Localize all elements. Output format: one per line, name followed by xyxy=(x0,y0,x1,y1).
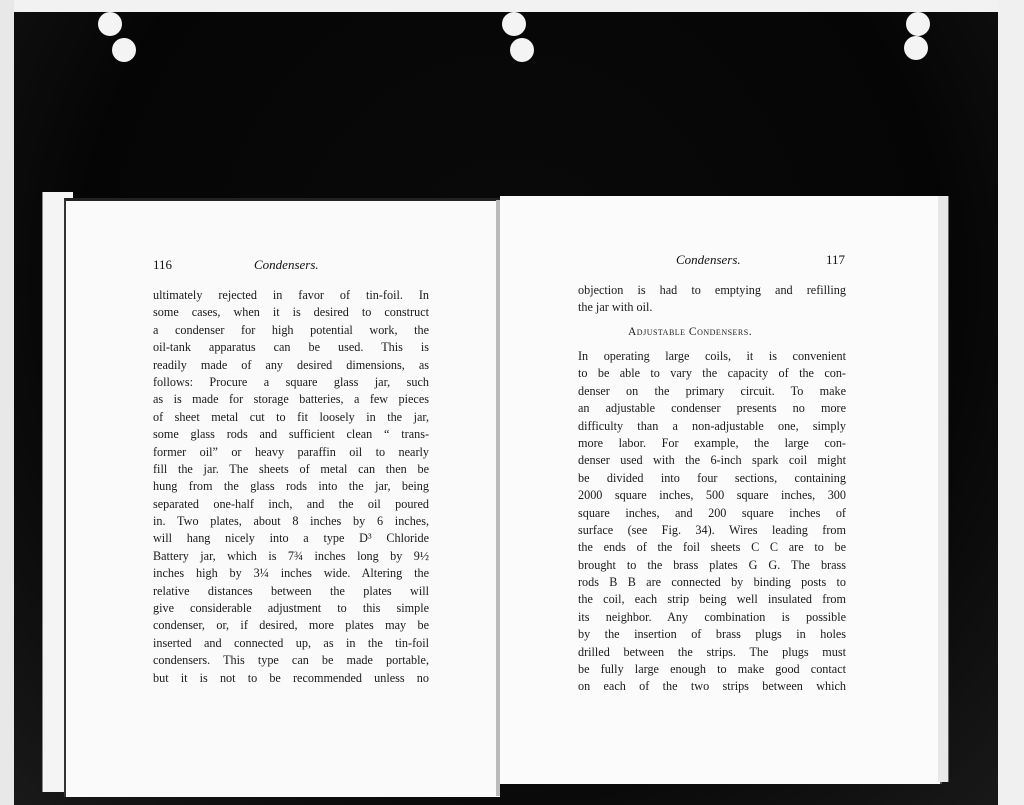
running-title: Condensers. xyxy=(254,257,319,272)
right-page-text-body xyxy=(578,348,846,696)
text-line: drilled between the strips. The plugs must xyxy=(578,644,846,659)
text-line: its neighbor. Any combination is possible xyxy=(578,609,846,624)
text-line: as is made for storage batteries, a few pieces xyxy=(153,392,429,407)
text-line: oil-tank apparatus can be used. This is xyxy=(153,340,429,355)
right-page-text-top xyxy=(578,282,846,317)
text-line: denser used with the 6-inch spark coil might xyxy=(578,453,846,468)
text-line: by the insertion of brass plugs in holes xyxy=(578,627,846,642)
text-line: condenser, or, if desired, more plates may be xyxy=(153,618,429,633)
left-page xyxy=(64,198,500,797)
text-line: In operating large coils, it is convenient xyxy=(578,349,846,363)
text-line: separated one-half inch, and the oil poured xyxy=(153,496,429,511)
punch-hole-icon xyxy=(98,12,122,36)
text-line: follows: Procure a square glass jar, such xyxy=(153,374,429,389)
left-page-text xyxy=(153,287,429,687)
punch-hole-icon xyxy=(904,36,928,60)
text-line: objection is had to emptying and refilling xyxy=(578,283,846,297)
text-line: on each of the two strips between which xyxy=(578,679,846,694)
text-line: condensers. This type can be made portable, xyxy=(153,653,429,668)
text-line: surface (see Fig. 34). Wires leading from xyxy=(578,522,846,537)
punch-hole-icon xyxy=(502,12,526,36)
running-title: Condensers. xyxy=(676,252,741,267)
text-line: in. Two plates, about 8 inches by 6 inches, xyxy=(153,514,429,529)
text-line: denser on the primary circuit. To make xyxy=(578,383,846,398)
text-line: the jar with oil. xyxy=(578,300,653,315)
text-line: hung from the glass rods into the jar, being xyxy=(153,479,429,494)
text-line: brought to the brass plates G G. The brass xyxy=(578,557,846,572)
text-line: to be able to vary the capacity of the con- xyxy=(578,366,846,381)
scan-border-top xyxy=(0,0,1024,12)
text-line: former oil” or heavy paraffin oil to nearly xyxy=(153,444,429,459)
right-page xyxy=(500,196,942,784)
text-line: some cases, when it is desired to construct xyxy=(153,305,429,320)
text-line: readily made of any desired dimensions, as xyxy=(153,357,429,372)
text-line: difficulty than a non-adjustable one, simply xyxy=(578,418,846,433)
open-book xyxy=(42,186,950,798)
punch-hole-icon xyxy=(510,38,534,62)
text-line: square inches, and 200 square inches of xyxy=(578,505,846,520)
page-edge-right xyxy=(938,196,949,782)
section-heading: Adjustable Condensers. xyxy=(628,326,753,338)
scan-border-right xyxy=(998,0,1024,805)
text-line: but it is not to be recommended unless no xyxy=(153,670,429,685)
text-line: rods B B are connected by binding posts to xyxy=(578,575,846,590)
text-line: relative distances between the plates will xyxy=(153,583,429,598)
page-number: 117 xyxy=(826,252,846,267)
text-line: 2000 square inches, 500 square inches, 300 xyxy=(578,488,846,503)
text-line: inches high by 3¼ inches wide. Altering the xyxy=(153,566,429,581)
text-line: Battery jar, which is 7¾ inches long by 9½ xyxy=(153,548,429,563)
text-line: ultimately rejected in favor of tin-foil. In xyxy=(153,288,429,302)
text-line: be divided into four sections, containing xyxy=(578,470,846,485)
text-line: the ends of the foil sheets C C are to be xyxy=(578,540,846,555)
punch-hole-icon xyxy=(906,12,930,36)
text-line: more labor. For example, the large con- xyxy=(578,435,846,450)
punch-hole-icon xyxy=(112,38,136,62)
text-line: some glass rods and sufficient clean “ trans- xyxy=(153,427,429,442)
text-line: the coil, each strip being well insulated from xyxy=(578,592,846,607)
text-line: will hang nicely into a type D³ Chloride xyxy=(153,531,429,546)
text-line: be fully large enough to make good contact xyxy=(578,662,846,677)
scan-border-left xyxy=(0,0,14,805)
text-line: inserted and connected up, as in the tin-foil xyxy=(153,635,429,650)
text-line: of sheet metal cut to fit loosely in the jar, xyxy=(153,409,429,424)
page-number: 116 xyxy=(153,257,173,272)
text-line: give considerable adjustment to this simple xyxy=(153,601,429,616)
text-line: an adjustable condenser presents no more xyxy=(578,401,846,416)
text-line: a condenser for high potential work, the xyxy=(153,322,429,337)
text-line: fill the jar. The sheets of metal can then be xyxy=(153,461,429,476)
